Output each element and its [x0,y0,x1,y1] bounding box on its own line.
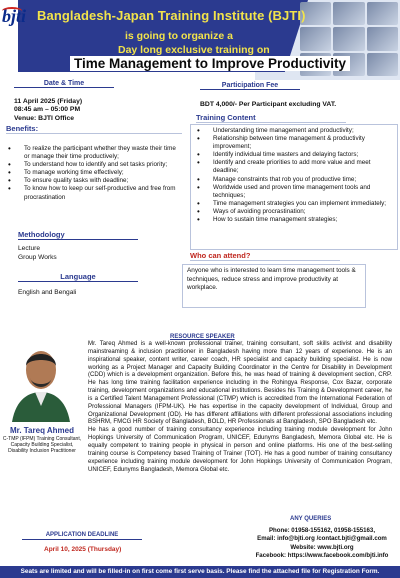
speaker-bio [88,340,392,473]
training-content-heading: Training Content [196,113,346,123]
footer-banner: Seats are limited and will be filled-in on first come first serve basis. Please find the attached file for Registration Form. [0,566,400,578]
fee-heading: Participation Fee [200,82,300,90]
training-content-box [190,124,398,250]
content-item: • Manage constraints that rob you of productive time; [191,176,389,184]
date-time-block [14,98,82,123]
attend-text: Anyone who is interested to learn time management tools & techniques, reduce stress and improve productivity at workplace. [182,264,366,308]
bjti-logo [2,6,34,28]
speaker-name: Mr. Tareq Ahmed [9,426,74,435]
attend-heading: Who can attend? [190,251,340,261]
date-time-heading: Date & Time [14,80,114,88]
queries-heading: ANY QUERIES [290,516,332,522]
benefits-heading: Benefits: [6,124,182,134]
collage-photo [367,2,398,25]
training-title: Time Management to Improve Productivity [70,56,350,71]
contact-block [248,527,396,560]
content-item: • Relationship between time management & productivity improvement; [191,135,389,151]
methodology-list [18,244,57,262]
fee-text: BDT 4,000/- Per Participant excluding VAT. [200,101,337,108]
intro-line-2: Day long exclusive training on [118,44,270,56]
training-date: 11 April 2025 (Friday) [14,98,83,105]
contact-facebook[interactable]: Facebook: https://www.facebook.com/bjti.info [255,551,389,559]
speaker-photo [6,336,76,422]
content-item: • Time management strategies you can implement immediately; [191,200,389,208]
content-item: • Worldwide used and proven time management tools and techniques; [191,184,389,200]
org-title: Bangladesh-Japan Training Institute (BJTI) [37,8,306,23]
collage-photo [367,53,398,76]
speaker-bio-paragraph: He has a good number of training consultancy experience including training module development for John Hopkings University of Communication Program, UNICEF, Edunyms Bangladesh, Memora Global etc. He is equally competent to training people in physical in person and online platforms. His one of the best-selling training course is Competency based Training of Trainer (TOT). He has a good number of training consultancy experience including training module development for John Hopkings University of Communication Program, UNICEF, Edunyms Bangladesh, Memora Global etc. [88,426,392,473]
logo-swoosh-icon [2,7,22,15]
collage-photo [333,2,364,25]
deadline-heading: APPLICATION DEADLINE [22,532,142,540]
content-item: • Understanding time management and productivity; [191,127,389,135]
methodology-item: Group Works [18,254,57,261]
benefit-item: • To ensure quality tasks with deadline; [2,177,180,185]
content-item: • How to sustain time management strategies; [191,216,389,224]
content-item: • Identify and create priorities to add more value and meet deadline; [191,159,389,175]
deadline-date: April 10, 2025 (Thursday) [44,546,122,553]
collage-photo [333,27,364,50]
speaker-portrait-icon [6,336,76,422]
intro-line-1: is going to organize a [125,30,233,42]
resource-speaker-heading: RESOURCE SPEAKER [170,334,235,340]
language-text: English and Bengali [18,289,77,296]
content-item: • Identify individual time wasters and delaying factors; [191,151,389,159]
collage-photo [367,27,398,50]
contact-website[interactable]: Website: www.bjti.org [290,543,354,551]
benefits-list [2,145,180,202]
benefit-item: • To know how to keep our self-productive and free from procrastination [2,185,180,201]
logo-text: bjti [2,6,27,26]
collage-photo [300,27,331,50]
contact-phone: Phone: 01958-155162, 01958-155163, [268,527,376,534]
training-venue: Venue: BJTI Office [14,114,75,122]
language-heading: Language [18,272,138,282]
benefit-item: • To understand how to identify and set tasks priority; [2,161,180,169]
speaker-bio-paragraph: Mr. Tareq Ahmed is a well-known professional trainer, training consultant, soft skills activist and disability mainstreaming & inclusion practitioner in Bangladesh having more than 12 years of experience. He is an inspirational speaker, content writer, career coach, HR specialist and capacity building specialist. He is now working as a Project Manager and Capacity Building Coordinator in the Centre for Disability in Development (CDD) which is a development organization. Before this, he was head of training & development section, CRP. He has long time training facilitation experience including in the Rohingya Response, Cox Bazar, corporate training, development organizations and educational institutions. Besides his Training & Development career, he is a Certified Talent Management Professional (CTMP) which is accredited from the International Federation of Professional Managers (IFPM-UK). He has expertise in the capacity development of Individual, Group and Organizational Development (OD). He has different affiliations with different professional associations including BSHRM, FMCG HR Society of Bangladesh, BOLD, HR Professionals at Bangladesh, SPO Bangladesh etc. [88,340,392,426]
methodology-item: Lecture [18,245,40,252]
benefit-item: • To manage working time effectively; [2,169,180,177]
training-time: 08:45 am – 05:00 PM [14,106,81,114]
training-content-list [191,127,389,224]
methodology-heading: Methodology [18,230,138,240]
contact-email[interactable]: Email: info@bjti.org /contact.bjti@gmail.com [257,535,387,543]
speaker-role: C-TMP (IFPM) Training Consultant, Capacity Building Specialist, Disability Inclusion Practitioner [2,436,82,454]
content-item: • Ways of avoiding procrastination; [191,208,389,216]
benefit-item: • To realize the participant whether they waste their time or manage their time productively; [2,145,180,161]
